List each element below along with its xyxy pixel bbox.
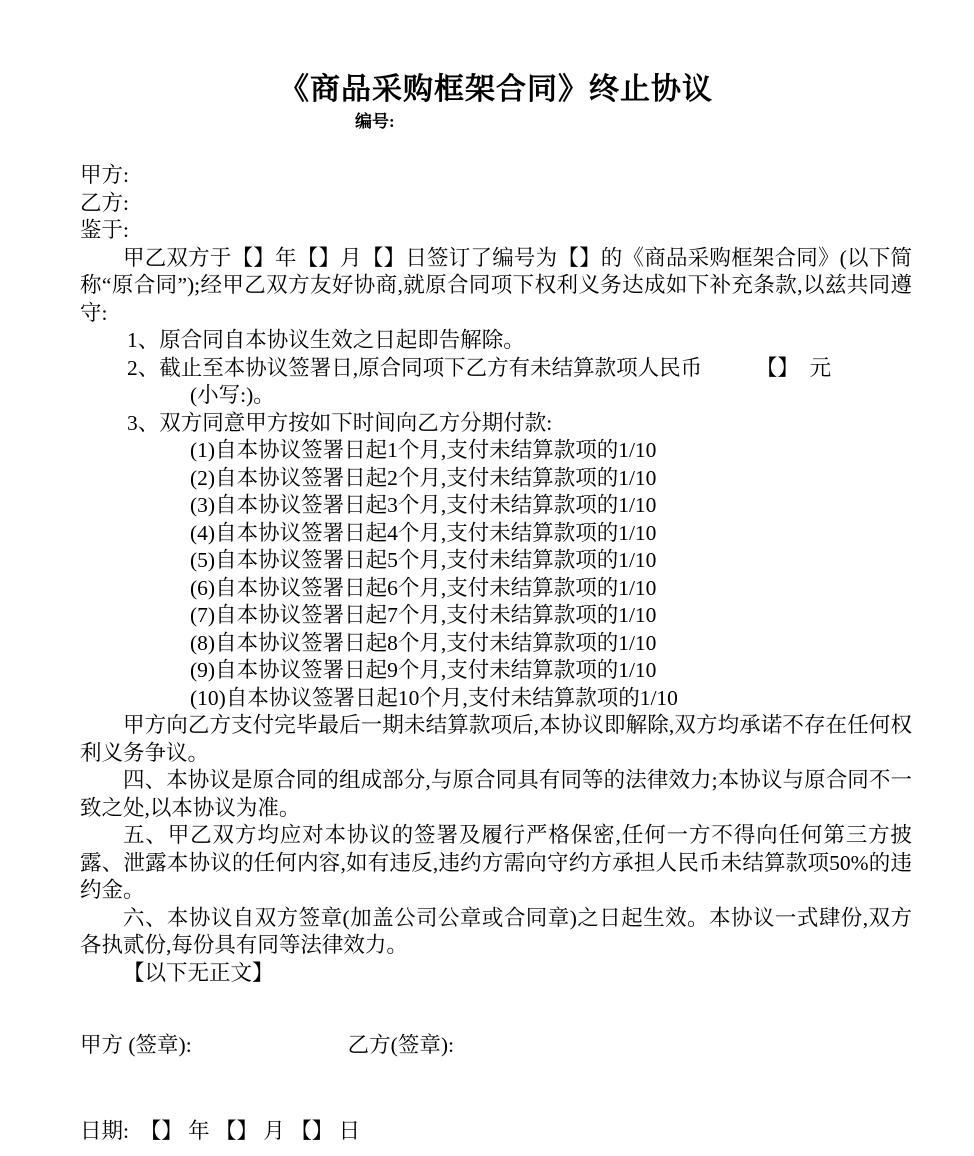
installment-10: (10)自本协议签署日起10个月,支付未结算款项的1/10 bbox=[190, 685, 678, 710]
signature-row bbox=[80, 1032, 912, 1060]
clause-6: 六、本协议自双方签章(加盖公司公章或合同章)之日起生效。本协议一式肆份,双方各执贰份,每份具有同等法律效力。 bbox=[80, 905, 912, 957]
installment-4: (4)自本协议签署日起4个月,支付未结算款项的1/10 bbox=[190, 520, 657, 545]
installment-2: (2)自本协议签署日起2个月,支付未结算款项的1/10 bbox=[190, 465, 657, 490]
clause-4: 四、本协议是原合同的组成部分,与原合同具有同等的法律效力;本协议与原合同不一致之处,以本协议为准。 bbox=[80, 768, 912, 820]
installment-6: (6)自本协议签署日起6个月,支付未结算款项的1/10 bbox=[190, 575, 657, 600]
no-more-text-marker: 【以下无正文】 bbox=[123, 960, 274, 985]
installment-1: (1)自本协议签署日起1个月,支付未结算款项的1/10 bbox=[190, 438, 657, 462]
installment-7: (7)自本协议签署日起7个月,支付未结算款项的1/10 bbox=[190, 603, 657, 627]
clause-3: 3、双方同意甲方按如下时间向乙方分期付款: bbox=[127, 410, 553, 435]
whereas-label: 鉴于: bbox=[80, 218, 129, 242]
installment-8: (8)自本协议签署日起8个月,支付未结算款项的1/10 bbox=[190, 630, 657, 655]
closing-paragraph: 甲方向乙方支付完毕最后一期未结算款项后,本协议即解除,双方均承诺不存在任何权利义务争议。 bbox=[80, 713, 912, 765]
clause-1: 1、原合同自本协议生效之日起即告解除。 bbox=[127, 328, 525, 352]
installment-3: (3)自本协议签署日起3个月,支付未结算款项的1/10 bbox=[190, 493, 657, 517]
party-b-label: 乙方: bbox=[80, 190, 129, 215]
document-content bbox=[80, 0, 912, 1145]
installment-5: (5)自本协议签署日起5个月,支付未结算款项的1/10 bbox=[190, 548, 657, 572]
document-body bbox=[80, 162, 912, 1145]
date-line: 日期: 【】 年 【】 月 【】 日 bbox=[80, 1118, 361, 1143]
intro-paragraph: 甲乙双方于【】年【】月【】日签订了编号为【】的《商品采购框架合同》(以下简称“原合同”);经甲乙双方友好协商,就原合同项下权利义务达成如下补充条款,以兹共同遵守: bbox=[80, 245, 912, 325]
installment-9: (9)自本协议签署日起9个月,支付未结算款项的1/10 bbox=[190, 658, 657, 682]
clause-2: 2、截止至本协议签署日,原合同项下乙方有未结算款项人民币 【】 元 bbox=[127, 355, 832, 380]
clause-5: 五、甲乙双方均应对本协议的签署及履行严格保密,任何一方不得向任何第三方披露、泄露本协议的任何内容,如有违反,违约方需向守约方承担人民币未结算款项50%的违约金。 bbox=[80, 823, 912, 902]
clause-2-continuation: (小写:)。 bbox=[190, 383, 275, 407]
document-title: 《商品采购框架合同》终止协议 bbox=[279, 73, 713, 106]
party-b-signature-label: 乙方(签章): bbox=[347, 1033, 454, 1057]
document-number-label: 编号: bbox=[355, 112, 395, 131]
party-a-signature-label: 甲方 (签章): bbox=[80, 1033, 192, 1057]
party-a-label: 甲方: bbox=[80, 163, 129, 187]
